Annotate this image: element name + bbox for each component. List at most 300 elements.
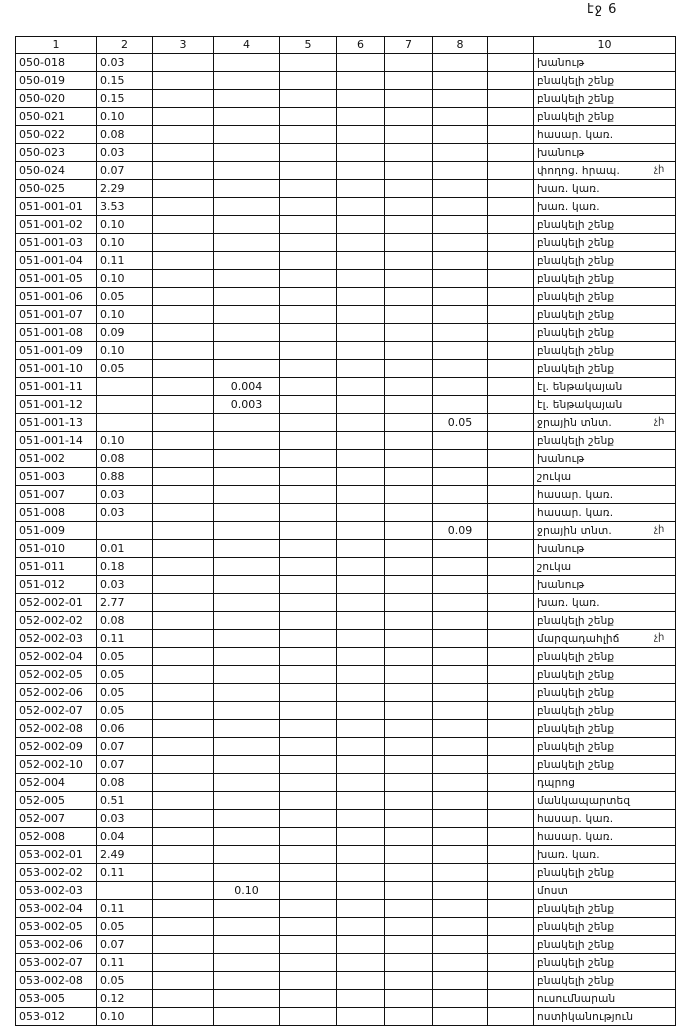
- cell-col-10: ուսումնարան: [534, 990, 676, 1008]
- cell-col-10: խանութ: [534, 540, 676, 558]
- empty-cell: [153, 504, 214, 522]
- empty-cell: [385, 648, 433, 666]
- empty-cell: [488, 72, 534, 90]
- cell-col-1: 050-021: [16, 108, 97, 126]
- empty-cell: [280, 414, 337, 432]
- empty-cell: [488, 576, 534, 594]
- cell-col-8: [433, 288, 488, 306]
- empty-cell: [337, 342, 385, 360]
- cell-col-1: 053-002-06: [16, 936, 97, 954]
- empty-cell: [280, 918, 337, 936]
- cell-col-4: [214, 756, 280, 774]
- empty-cell: [337, 108, 385, 126]
- empty-cell: [488, 918, 534, 936]
- cell-col-4: [214, 540, 280, 558]
- cell-col-4: [214, 144, 280, 162]
- column-header-1: 1: [16, 37, 97, 54]
- cell-col-4: [214, 990, 280, 1008]
- empty-cell: [280, 72, 337, 90]
- empty-cell: [280, 864, 337, 882]
- column-header-row: [16, 37, 676, 54]
- empty-cell: [280, 630, 337, 648]
- cell-col-4: [214, 198, 280, 216]
- empty-cell: [280, 234, 337, 252]
- table-row: [16, 900, 676, 918]
- empty-cell: [153, 738, 214, 756]
- empty-cell: [385, 594, 433, 612]
- cell-col-2: 0.51: [97, 792, 153, 810]
- cell-col-10: բնակելի շենք: [534, 612, 676, 630]
- cell-col-4: [214, 342, 280, 360]
- cell-col-4: [214, 864, 280, 882]
- cell-col-2: 0.03: [97, 486, 153, 504]
- table-row: [16, 180, 676, 198]
- cell-col-2: 0.06: [97, 720, 153, 738]
- empty-cell: [385, 360, 433, 378]
- empty-cell: [385, 90, 433, 108]
- cell-col-1: 052-002-10: [16, 756, 97, 774]
- empty-cell: [385, 180, 433, 198]
- empty-cell: [488, 828, 534, 846]
- cell-col-8: [433, 792, 488, 810]
- empty-cell: [488, 612, 534, 630]
- empty-cell: [385, 72, 433, 90]
- empty-cell: [337, 378, 385, 396]
- cell-col-10: բնակելի շենք: [534, 720, 676, 738]
- empty-cell: [337, 702, 385, 720]
- table-row: [16, 666, 676, 684]
- cell-col-10: բնակելի շենք: [534, 72, 676, 90]
- empty-cell: [337, 594, 385, 612]
- cell-col-4: [214, 666, 280, 684]
- empty-cell: [385, 738, 433, 756]
- cell-col-1: 051-008: [16, 504, 97, 522]
- table-row: [16, 630, 676, 648]
- empty-cell: [488, 648, 534, 666]
- cell-col-8: [433, 306, 488, 324]
- empty-cell: [337, 72, 385, 90]
- cell-col-4: [214, 468, 280, 486]
- table-row: [16, 972, 676, 990]
- cell-col-10: խառ. կառ.: [534, 198, 676, 216]
- empty-cell: [337, 738, 385, 756]
- table-row: [16, 828, 676, 846]
- empty-cell: [385, 414, 433, 432]
- cell-col-10: բնակելի շենք: [534, 216, 676, 234]
- empty-cell: [337, 972, 385, 990]
- empty-cell: [280, 198, 337, 216]
- empty-cell: [280, 108, 337, 126]
- empty-cell: [337, 252, 385, 270]
- empty-cell: [337, 990, 385, 1008]
- cell-col-2: 0.07: [97, 936, 153, 954]
- empty-cell: [153, 486, 214, 504]
- empty-cell: [337, 576, 385, 594]
- cell-col-1: 051-010: [16, 540, 97, 558]
- cell-col-10: բնակելի շենք: [534, 918, 676, 936]
- table-row: [16, 324, 676, 342]
- cell-col-8: [433, 270, 488, 288]
- cell-col-10: բնակելի շենք: [534, 288, 676, 306]
- empty-cell: [385, 630, 433, 648]
- cell-col-1: 051-001-08: [16, 324, 97, 342]
- cell-col-10: խանութ: [534, 144, 676, 162]
- cell-col-8: [433, 810, 488, 828]
- table-row: [16, 954, 676, 972]
- cell-col-10: բնակելի շենք: [534, 954, 676, 972]
- table-row: [16, 702, 676, 720]
- cell-col-2: 0.05: [97, 702, 153, 720]
- empty-cell: [488, 162, 534, 180]
- empty-cell: [385, 234, 433, 252]
- empty-cell: [280, 396, 337, 414]
- empty-cell: [385, 720, 433, 738]
- cell-col-2: 0.05: [97, 288, 153, 306]
- table-row: [16, 846, 676, 864]
- cell-col-4: [214, 162, 280, 180]
- empty-cell: [337, 414, 385, 432]
- empty-cell: [385, 810, 433, 828]
- empty-cell: [280, 342, 337, 360]
- empty-cell: [385, 684, 433, 702]
- page-number-label: էջ 6: [587, 2, 618, 17]
- cell-col-2: 0.07: [97, 162, 153, 180]
- empty-cell: [385, 864, 433, 882]
- table-row: [16, 756, 676, 774]
- cell-col-8: [433, 252, 488, 270]
- cell-col-10: ջրային տնտ.: [534, 522, 676, 540]
- cell-col-2: 2.49: [97, 846, 153, 864]
- empty-cell: [385, 252, 433, 270]
- cell-col-2: 0.10: [97, 432, 153, 450]
- empty-cell: [280, 432, 337, 450]
- cell-col-2: 2.77: [97, 594, 153, 612]
- cell-col-10: շուկա: [534, 558, 676, 576]
- margin-note: չի: [654, 163, 665, 175]
- cell-col-1: 051-001-03: [16, 234, 97, 252]
- table-row: [16, 252, 676, 270]
- empty-cell: [385, 558, 433, 576]
- table-row: [16, 144, 676, 162]
- cell-col-8: [433, 468, 488, 486]
- empty-cell: [337, 828, 385, 846]
- empty-cell: [153, 90, 214, 108]
- empty-cell: [488, 216, 534, 234]
- empty-cell: [280, 990, 337, 1008]
- empty-cell: [153, 846, 214, 864]
- empty-cell: [280, 882, 337, 900]
- empty-cell: [488, 558, 534, 576]
- empty-cell: [337, 648, 385, 666]
- empty-cell: [385, 972, 433, 990]
- empty-cell: [153, 450, 214, 468]
- cell-col-2: 3.53: [97, 198, 153, 216]
- empty-cell: [337, 126, 385, 144]
- margin-note: չի: [654, 631, 665, 643]
- cell-col-10: բնակելի շենք: [534, 270, 676, 288]
- cell-col-4: [214, 414, 280, 432]
- cell-col-8: [433, 828, 488, 846]
- cell-col-8: [433, 198, 488, 216]
- cell-col-1: 051-001-05: [16, 270, 97, 288]
- cell-col-10: ջրային տնտ.: [534, 414, 676, 432]
- empty-cell: [385, 918, 433, 936]
- empty-cell: [385, 702, 433, 720]
- cell-col-2: 0.10: [97, 342, 153, 360]
- column-header-2: 2: [97, 37, 153, 54]
- cell-col-1: 051-001-12: [16, 396, 97, 414]
- cell-col-4: [214, 252, 280, 270]
- cell-col-10: հասար. կառ.: [534, 126, 676, 144]
- empty-cell: [337, 360, 385, 378]
- empty-cell: [337, 666, 385, 684]
- cell-col-8: [433, 342, 488, 360]
- cell-col-4: [214, 306, 280, 324]
- table-row: [16, 738, 676, 756]
- table-row: [16, 216, 676, 234]
- empty-cell: [488, 846, 534, 864]
- empty-cell: [153, 342, 214, 360]
- empty-cell: [488, 90, 534, 108]
- cell-col-1: 050-024: [16, 162, 97, 180]
- cell-col-2: 0.11: [97, 864, 153, 882]
- cell-col-8: [433, 126, 488, 144]
- cell-col-10: բնակելի շենք: [534, 648, 676, 666]
- empty-cell: [153, 126, 214, 144]
- table-row: [16, 558, 676, 576]
- empty-cell: [337, 1008, 385, 1026]
- empty-cell: [153, 306, 214, 324]
- empty-cell: [153, 234, 214, 252]
- cell-col-8: [433, 774, 488, 792]
- cell-col-4: [214, 324, 280, 342]
- cell-col-1: 051-001-09: [16, 342, 97, 360]
- cell-col-2: 0.05: [97, 648, 153, 666]
- empty-cell: [153, 468, 214, 486]
- table-row: [16, 1008, 676, 1026]
- empty-cell: [337, 774, 385, 792]
- empty-cell: [153, 72, 214, 90]
- empty-cell: [488, 720, 534, 738]
- cell-col-1: 051-001-01: [16, 198, 97, 216]
- cell-col-2: 0.11: [97, 954, 153, 972]
- empty-cell: [153, 918, 214, 936]
- cell-col-2: 0.88: [97, 468, 153, 486]
- empty-cell: [153, 774, 214, 792]
- empty-cell: [385, 936, 433, 954]
- empty-cell: [488, 954, 534, 972]
- empty-cell: [385, 612, 433, 630]
- cell-col-8: [433, 846, 488, 864]
- empty-cell: [385, 468, 433, 486]
- cell-col-2: [97, 414, 153, 432]
- cell-col-8: [433, 72, 488, 90]
- empty-cell: [488, 540, 534, 558]
- empty-cell: [488, 414, 534, 432]
- table-row: [16, 594, 676, 612]
- empty-cell: [153, 720, 214, 738]
- empty-cell: [488, 450, 534, 468]
- cell-col-4: [214, 576, 280, 594]
- empty-cell: [153, 936, 214, 954]
- empty-cell: [488, 378, 534, 396]
- cell-col-8: [433, 882, 488, 900]
- cell-col-4: [214, 486, 280, 504]
- cell-col-4: [214, 504, 280, 522]
- cell-col-1: 051-001-13: [16, 414, 97, 432]
- cell-col-8: [433, 954, 488, 972]
- cell-col-8: [433, 918, 488, 936]
- empty-cell: [385, 486, 433, 504]
- empty-cell: [280, 720, 337, 738]
- empty-cell: [488, 54, 534, 72]
- table-row: [16, 918, 676, 936]
- cell-col-8: [433, 144, 488, 162]
- cell-col-4: [214, 648, 280, 666]
- empty-cell: [337, 54, 385, 72]
- cell-col-2: 0.03: [97, 810, 153, 828]
- empty-cell: [488, 1008, 534, 1026]
- cell-col-1: 053-002-05: [16, 918, 97, 936]
- empty-cell: [280, 270, 337, 288]
- empty-cell: [280, 810, 337, 828]
- cell-col-4: [214, 738, 280, 756]
- cell-col-1: 051-001-02: [16, 216, 97, 234]
- cell-col-10: խանութ: [534, 450, 676, 468]
- cell-col-8: [433, 576, 488, 594]
- empty-cell: [385, 900, 433, 918]
- table-row: [16, 396, 676, 414]
- empty-cell: [488, 306, 534, 324]
- cell-col-4: [214, 612, 280, 630]
- cell-col-2: 0.07: [97, 756, 153, 774]
- table-row: [16, 54, 676, 72]
- cell-col-8: [433, 1008, 488, 1026]
- cell-col-8: [433, 540, 488, 558]
- empty-cell: [488, 432, 534, 450]
- cell-col-4: [214, 684, 280, 702]
- cell-col-4: 0.004: [214, 378, 280, 396]
- empty-cell: [280, 378, 337, 396]
- table-row: [16, 234, 676, 252]
- column-header-3: 3: [153, 37, 214, 54]
- cell-col-4: [214, 234, 280, 252]
- table-row: [16, 684, 676, 702]
- cell-col-10: խառ. կառ.: [534, 594, 676, 612]
- empty-cell: [385, 378, 433, 396]
- empty-cell: [385, 522, 433, 540]
- table-row: [16, 126, 676, 144]
- column-header-7: 7: [385, 37, 433, 54]
- cell-col-1: 050-020: [16, 90, 97, 108]
- cell-col-10: բնակելի շենք: [534, 306, 676, 324]
- empty-cell: [280, 504, 337, 522]
- cell-col-10: հասար. կառ.: [534, 486, 676, 504]
- cell-col-10: բնակելի շենք: [534, 684, 676, 702]
- empty-cell: [153, 378, 214, 396]
- empty-cell: [280, 522, 337, 540]
- empty-cell: [488, 774, 534, 792]
- empty-cell: [153, 252, 214, 270]
- empty-cell: [337, 432, 385, 450]
- cell-col-8: [433, 612, 488, 630]
- cell-col-1: 052-004: [16, 774, 97, 792]
- cell-col-4: [214, 594, 280, 612]
- table-row: [16, 378, 676, 396]
- empty-cell: [488, 180, 534, 198]
- cell-col-2: 0.12: [97, 990, 153, 1008]
- empty-cell: [280, 576, 337, 594]
- empty-cell: [337, 234, 385, 252]
- table-body: [16, 54, 676, 1026]
- cell-col-1: 052-002-03: [16, 630, 97, 648]
- empty-cell: [337, 918, 385, 936]
- empty-cell: [385, 792, 433, 810]
- empty-cell: [280, 558, 337, 576]
- empty-cell: [385, 882, 433, 900]
- empty-cell: [488, 684, 534, 702]
- empty-cell: [153, 216, 214, 234]
- margin-note: չի: [654, 523, 665, 535]
- cell-col-1: 050-023: [16, 144, 97, 162]
- empty-cell: [153, 540, 214, 558]
- empty-cell: [488, 666, 534, 684]
- empty-cell: [385, 432, 433, 450]
- cell-col-4: [214, 180, 280, 198]
- cell-col-10: մոստ: [534, 882, 676, 900]
- empty-cell: [153, 432, 214, 450]
- table-row: [16, 936, 676, 954]
- empty-cell: [385, 288, 433, 306]
- cell-col-8: [433, 666, 488, 684]
- empty-cell: [488, 144, 534, 162]
- empty-cell: [488, 126, 534, 144]
- empty-cell: [337, 468, 385, 486]
- empty-cell: [337, 756, 385, 774]
- empty-cell: [280, 936, 337, 954]
- cell-col-10: խառ. կառ.: [534, 180, 676, 198]
- cell-col-4: [214, 126, 280, 144]
- cell-col-8: [433, 594, 488, 612]
- cell-col-10: շուկա: [534, 468, 676, 486]
- empty-cell: [337, 900, 385, 918]
- cell-col-2: 0.11: [97, 252, 153, 270]
- empty-cell: [280, 972, 337, 990]
- cell-col-8: [433, 216, 488, 234]
- empty-cell: [280, 756, 337, 774]
- empty-cell: [337, 720, 385, 738]
- table-row: [16, 360, 676, 378]
- table-row: [16, 342, 676, 360]
- cell-col-2: 0.03: [97, 576, 153, 594]
- empty-cell: [337, 180, 385, 198]
- empty-cell: [280, 468, 337, 486]
- empty-cell: [488, 270, 534, 288]
- empty-cell: [385, 540, 433, 558]
- empty-cell: [153, 180, 214, 198]
- cell-col-10: բնակելի շենք: [534, 252, 676, 270]
- empty-cell: [280, 828, 337, 846]
- cell-col-2: 0.08: [97, 612, 153, 630]
- empty-cell: [385, 756, 433, 774]
- table-row: [16, 486, 676, 504]
- cell-col-2: 0.10: [97, 270, 153, 288]
- cell-col-2: 0.05: [97, 972, 153, 990]
- empty-cell: [153, 396, 214, 414]
- empty-cell: [337, 864, 385, 882]
- cell-col-10: խառ. կառ.: [534, 846, 676, 864]
- cell-col-4: [214, 522, 280, 540]
